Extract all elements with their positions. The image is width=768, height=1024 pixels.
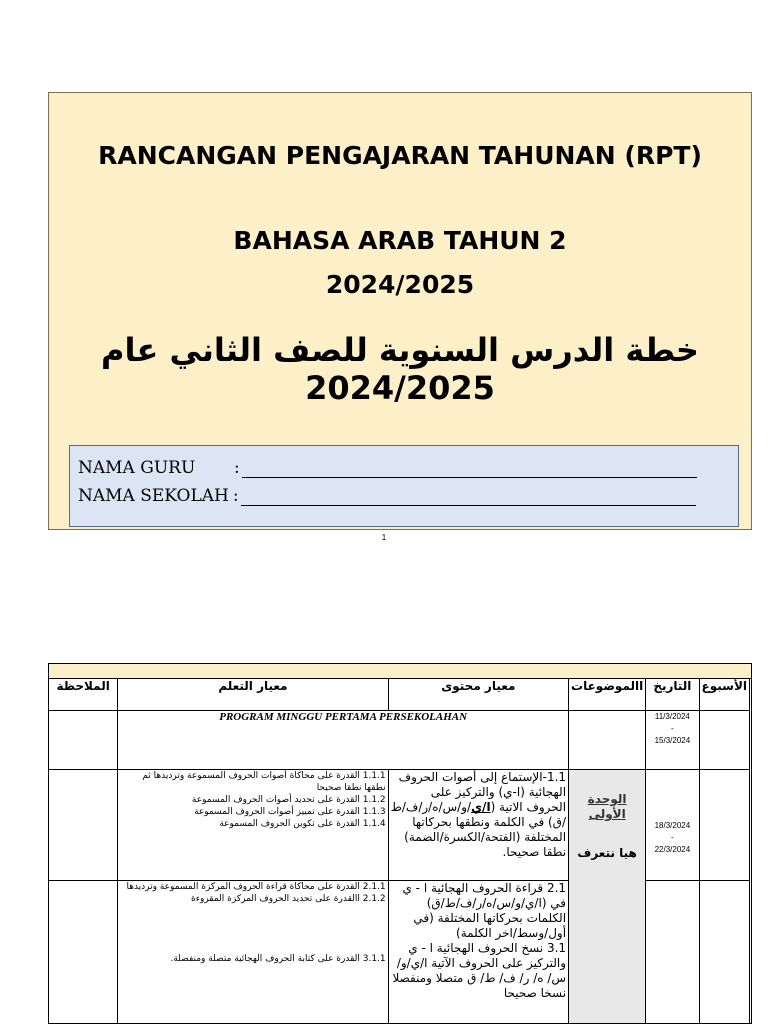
date-end: 15/3/2024 bbox=[654, 736, 691, 745]
standard-1-1-4: 1.1.4 القدرة على تكوين الحروف المسموعة bbox=[219, 819, 386, 829]
lesson-plan-table bbox=[48, 663, 752, 1024]
learning-standard-cell bbox=[118, 770, 388, 881]
program-label: PROGRAM MINGGU PERTAMA PERSEKOLAHAN bbox=[118, 711, 569, 770]
date-cell bbox=[646, 711, 699, 770]
content-1-prefix: 1.1-الإستماع إلى أصوات الحروف الهجائية (ا-ي) والتركيز على الحروف الاتية ( bbox=[398, 770, 567, 814]
topic-cell bbox=[569, 770, 646, 1024]
table-header-strip bbox=[49, 664, 751, 679]
learning-standard-cell bbox=[118, 881, 388, 1024]
teacher-info-box bbox=[69, 445, 739, 527]
week-cell bbox=[699, 770, 749, 881]
unit-title: الوحدة الأولى bbox=[587, 792, 627, 821]
school-name-line bbox=[78, 478, 738, 506]
date-separator: - bbox=[671, 833, 674, 842]
school-name-field[interactable] bbox=[241, 491, 696, 506]
content-1-suffix: /و/س/ه/ر/ف/ط /ق) في الكلمة ونطقها بحركاتها المختلفة (الفتحة/الكسرة/الضمة) نطقا صحيحا. bbox=[390, 800, 567, 859]
notes-cell bbox=[49, 881, 118, 1024]
header-content-standard: معيار محتوى bbox=[388, 679, 568, 711]
school-name-label: NAMA SEKOLAH bbox=[78, 486, 229, 506]
standard-1-1-3: 1.1.3 القدرة على تمييز أصوات الحروف المسموعة bbox=[194, 807, 386, 817]
header-topic: االموضوعات bbox=[569, 679, 646, 711]
standard-2-1-2: 2.1.2 االقدرة على تحديد الحروف المركزة المقروءة bbox=[191, 894, 386, 904]
content-standard-cell bbox=[388, 881, 568, 1024]
header-notes: الملاحظة bbox=[49, 679, 118, 711]
date-separator: - bbox=[671, 724, 674, 733]
date-start: 18/3/2024 bbox=[654, 821, 691, 830]
table-row bbox=[49, 711, 750, 770]
notes-cell bbox=[49, 711, 118, 770]
header-row bbox=[49, 679, 750, 711]
unit-name: هيا نتعرف bbox=[577, 846, 637, 860]
date-cell bbox=[646, 770, 699, 881]
topic-cell bbox=[569, 711, 646, 770]
standard-1-1-1: 1.1.1 القدرة على محاكاة أصوات الحروف المسموعة وترديدها ثم نطقها نطقا صحيحا bbox=[142, 771, 386, 793]
notes-cell bbox=[49, 770, 118, 881]
session-year: 2024/2025 bbox=[325, 270, 475, 299]
standard-1-1-2: 1.1.2 القدرة على تحديد أصوات الحروف المسموعة bbox=[191, 795, 386, 805]
content-2-1: 2.1 قراءة الحروف الهجائية ا - ي في (ا/ي/و/س/ه/ر/ف/ط/ق) الكلمات بحركاتها المختلفة (في أول/وسط/اخر الكلمة) bbox=[402, 881, 567, 940]
table-row bbox=[49, 770, 750, 881]
arabic-title: خطة الدرس السنوية للصف الثاني عام 2024/2025 bbox=[101, 331, 699, 407]
teacher-name-line bbox=[78, 450, 738, 478]
content-3-1: 3.1 نسخ الحروف الهجائية ا - ي والتركيز على الحروف الآتية ا/ي/و/ س/ ه/ ر/ ف/ ط/ ق متصلا ومنفصلا نسخا صحيحا bbox=[392, 941, 567, 1000]
header-learning-standard: معيار التعلم bbox=[118, 679, 388, 711]
week-cell bbox=[699, 881, 749, 1024]
content-standard-cell bbox=[388, 770, 568, 881]
header-date: التاريخ bbox=[646, 679, 699, 711]
plan-grid bbox=[48, 678, 750, 1024]
date-end: 22/3/2024 bbox=[654, 845, 691, 854]
content-1-letters: ا/ي bbox=[471, 800, 491, 814]
page-number: 1 bbox=[381, 533, 387, 542]
header-week: الأسبوع bbox=[699, 679, 749, 711]
date-cell bbox=[646, 881, 699, 1024]
teacher-name-field[interactable] bbox=[242, 463, 697, 478]
teacher-name-label: NAMA GURU bbox=[78, 458, 196, 478]
teacher-name-separator: : bbox=[234, 458, 240, 478]
cover-panel bbox=[48, 92, 752, 530]
standard-3-1-1: 3.1.1 القدرة على كتابة الحروف الهجائية متصلة ومنفصلة. bbox=[170, 954, 386, 964]
date-start: 11/3/2024 bbox=[654, 712, 690, 721]
subject-title: BAHASA ARAB TAHUN 2 bbox=[233, 226, 567, 255]
week-cell bbox=[699, 711, 749, 770]
school-name-separator: : bbox=[232, 486, 239, 506]
standard-2-1-1: 2.1.1 القدرة على محاكاة قراءة الحروف المركزة المسموعة وترديدها bbox=[126, 882, 386, 892]
rpt-title: RANCANGAN PENGAJARAN TAHUNAN (RPT) bbox=[98, 141, 702, 170]
